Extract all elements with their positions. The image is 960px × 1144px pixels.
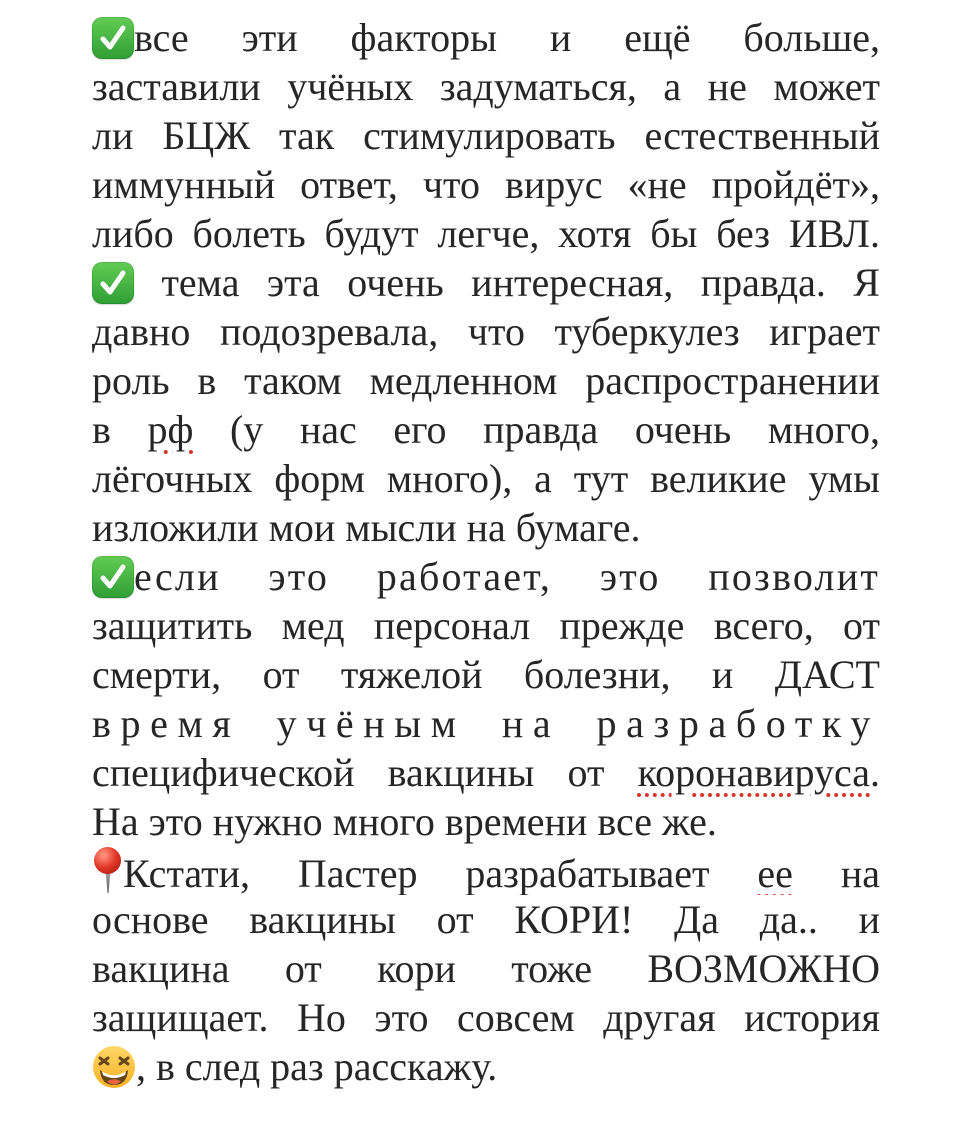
text-line <box>92 454 880 503</box>
text-segment: изложили мои мысли на бумаге. <box>92 505 641 550</box>
text-segment: если это работает, это позволит <box>134 554 880 599</box>
paragraph <box>92 552 880 846</box>
text-line <box>92 601 880 650</box>
text-segment: в <box>92 407 148 452</box>
text-line <box>92 160 880 209</box>
text-line <box>92 650 880 699</box>
text-line <box>92 209 880 258</box>
text-segment: либо болеть будут легче, хотя бы без ИВЛ. <box>92 211 880 256</box>
pushpin-emoji <box>92 846 123 895</box>
text-line <box>92 993 880 1042</box>
text-segment: ли БЦЖ так стимулировать естественный <box>92 113 880 158</box>
text-line <box>92 13 880 62</box>
check-emoji <box>92 556 134 598</box>
paragraph <box>92 846 880 1091</box>
text-segment: все эти факторы и ещё больше, <box>134 15 880 60</box>
text-segment: лёгочных форм много), а тут великие умы <box>92 456 880 501</box>
misspelled-word: ее <box>757 851 793 895</box>
text-segment: специфической вакцины от <box>92 750 638 795</box>
text-segment: время учёным на разработку <box>92 701 880 746</box>
text-segment: защитить мед персонал прежде всего, от <box>92 603 880 648</box>
text-line <box>92 356 880 405</box>
text-segment: вакцина от кори тоже ВОЗМОЖНО <box>92 946 880 991</box>
text-line <box>92 1042 880 1091</box>
text-line <box>92 62 880 111</box>
text-line <box>92 846 880 895</box>
paragraph <box>92 13 880 258</box>
pin-needle <box>105 873 111 893</box>
check-emoji <box>92 262 134 304</box>
text-segment: . <box>870 750 880 795</box>
text-segment: основе вакцины от КОРИ! Да да.. и <box>92 897 880 942</box>
text-segment: тема эта очень интересная, правда. Я <box>134 260 880 305</box>
text-segment: на <box>792 851 880 895</box>
text-segment: защищает. Но это совсем другая история <box>92 995 880 1040</box>
laughing-emoji <box>92 1045 136 1089</box>
text-line <box>92 307 880 356</box>
text-line <box>92 699 880 748</box>
text-segment: (у нас его правда очень много, <box>193 407 880 452</box>
text-line <box>92 552 880 601</box>
misspelled-word: рф <box>147 407 194 452</box>
text-segment: роль в таком медленном распространении <box>92 358 880 403</box>
text-line <box>92 258 880 307</box>
text-segment: смерти, от тяжелой болезни, и ДАСТ <box>92 652 880 697</box>
text-line <box>92 503 880 552</box>
text-line <box>92 748 880 797</box>
text-segment: , в след раз расскажу. <box>136 1044 498 1089</box>
misspelled-word: коронавируса <box>637 750 870 795</box>
text-line <box>92 797 880 846</box>
text-segment: На это нужно много времени все же. <box>92 799 717 844</box>
pin-ball <box>94 847 121 874</box>
text-line <box>92 405 880 454</box>
text-segment: давно подозревала, что туберкулез играет <box>92 309 880 354</box>
text-segment: Кстати, Пастер разрабатывает <box>123 851 758 895</box>
text-segment: иммунный ответ, что вирус «не пройдёт», <box>92 162 880 207</box>
text-line <box>92 895 880 944</box>
paragraph <box>92 258 880 552</box>
text-segment: заставили учёных задуматься, а не может <box>92 64 880 109</box>
text-line <box>92 944 880 993</box>
text-line <box>92 111 880 160</box>
check-emoji <box>92 17 134 59</box>
